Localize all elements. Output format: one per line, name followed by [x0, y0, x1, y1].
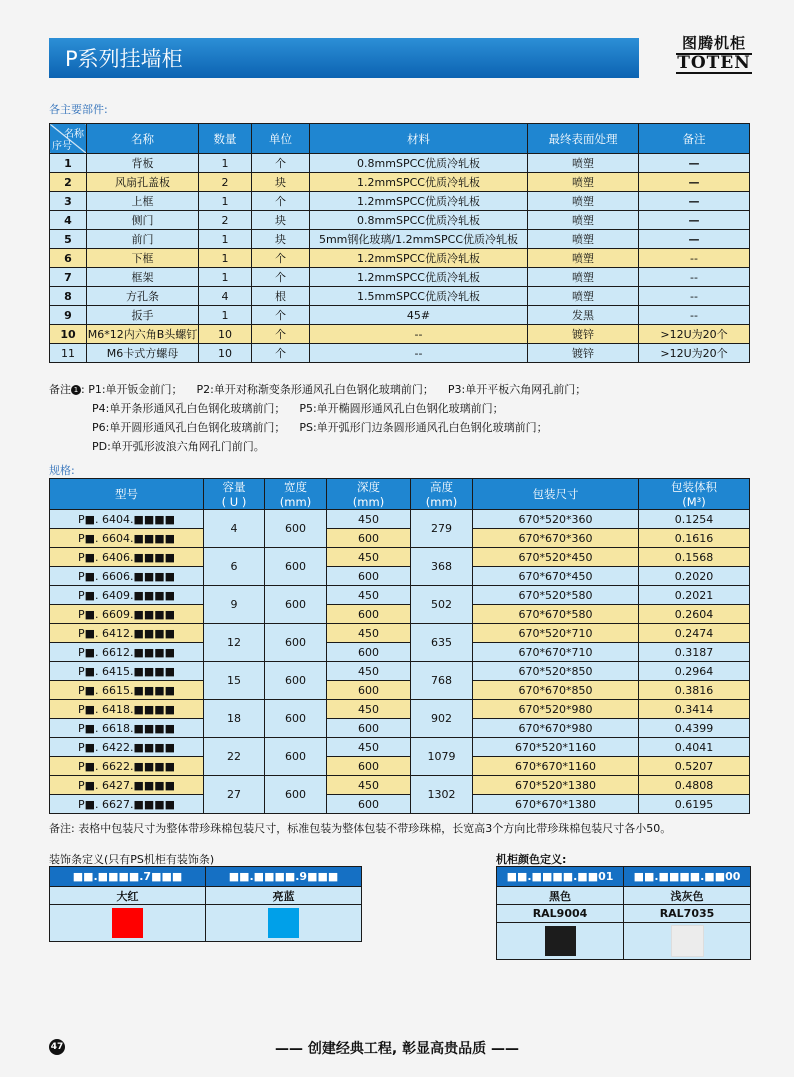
frame-code-black: ■■.■■■■.■■01 — [497, 867, 624, 887]
spec-cell-pack: 670*670*1160 — [473, 757, 639, 776]
decor-code-red: ■■.■■■■.7■■■ — [50, 867, 206, 887]
spec-row — [50, 738, 750, 757]
parts-cell-remark: — — [639, 154, 750, 173]
spec-cell-cap: 12 — [204, 624, 265, 662]
spec-cell-pack: 670*520*580 — [473, 586, 639, 605]
parts-cell-material: 1.2mmSPCC优质冷轧板 — [310, 173, 528, 192]
spec-cell-pack: 670*520*1380 — [473, 776, 639, 795]
spec-cell-model: P■. 6627.■■■■ — [50, 795, 204, 814]
toten-logo — [676, 36, 752, 74]
spec-cell-width: 600 — [265, 776, 327, 814]
note-p6: P6:单开圆形通风孔白色钢化玻璃前门； — [92, 421, 286, 434]
note-p5: P5:单开椭圆形通风孔白色钢化玻璃前门； — [299, 402, 504, 415]
spec-cell-depth: 450 — [327, 776, 411, 795]
col-name-header: 名称 — [87, 124, 199, 154]
spec-cell-width: 600 — [265, 548, 327, 586]
frame-color-title: 机柜颜色定义: — [496, 853, 567, 866]
frame-color-table — [496, 866, 751, 960]
spec-cell-width: 600 — [265, 700, 327, 738]
spec-cell-vol: 0.3414 — [639, 700, 750, 719]
spec-cell-width: 600 — [265, 738, 327, 776]
spec-cell-vol: 0.2964 — [639, 662, 750, 681]
col-cap-header — [204, 479, 265, 510]
spec-cell-vol: 0.6195 — [639, 795, 750, 814]
spec-cell-vol: 0.5207 — [639, 757, 750, 776]
parts-cell-unit: 块 — [252, 173, 310, 192]
parts-cell-unit: 块 — [252, 230, 310, 249]
spec-cell-depth: 450 — [327, 624, 411, 643]
parts-cell-name: 风扇孔盖板 — [87, 173, 199, 192]
parts-cell-remark: — — [639, 211, 750, 230]
spec-row — [50, 624, 750, 643]
decor-name-blue: 亮蓝 — [206, 887, 362, 905]
frame-swatch-black-cell — [497, 923, 624, 960]
spec-cell-pack: 670*520*360 — [473, 510, 639, 529]
parts-cell-no: 1 — [50, 154, 87, 173]
parts-cell-unit: 个 — [252, 268, 310, 287]
parts-cell-remark: — — [639, 192, 750, 211]
spec-cell-cap: 18 — [204, 700, 265, 738]
width-label: 宽度 — [284, 480, 307, 494]
spec-cell-pack: 670*520*710 — [473, 624, 639, 643]
frame-name-grey: 浅灰色 — [624, 887, 751, 905]
parts-cell-no: 10 — [50, 325, 87, 344]
frame-code-grey: ■■.■■■■.■■00 — [624, 867, 751, 887]
col-remark-header: 备注 — [639, 124, 750, 154]
parts-cell-material: -- — [310, 344, 528, 363]
frame-name-black: 黑色 — [497, 887, 624, 905]
spec-row — [50, 605, 750, 624]
parts-cell-qty: 2 — [199, 173, 252, 192]
front-door-notes: 备注 1 : P1:单开钣金前门； P2:单开对称渐变条形通风孔白色钢化玻璃前门； P3:单开平板六角网孔前门； P4:单开条形通风孔白色钢化玻璃前门； P5:单开椭圆形通风孔白色钢化玻璃前门； P6:单开圆形通风孔白色钢化玻璃前门； PS:单开弧形门边条圆形通风孔白色钢化玻璃前门； PD:单开弧形波浪六角网孔门前门。 — [49, 383, 587, 453]
depth-unit: (mm) — [352, 495, 385, 509]
spec-cell-model: P■. 6427.■■■■ — [50, 776, 204, 795]
parts-cell-qty: 10 — [199, 344, 252, 363]
parts-cell-no: 2 — [50, 173, 87, 192]
parts-cell-unit: 块 — [252, 211, 310, 230]
vol-label: 包装体积 — [671, 480, 717, 494]
note-marker: 1 — [71, 385, 81, 395]
parts-cell-finish: 喷塑 — [528, 249, 639, 268]
spec-row — [50, 567, 750, 586]
spec-cell-depth: 450 — [327, 548, 411, 567]
spec-cell-pack: 670*670*980 — [473, 719, 639, 738]
spec-cell-height: 502 — [411, 586, 473, 624]
parts-cell-unit: 个 — [252, 192, 310, 211]
spec-cell-pack: 670*670*850 — [473, 681, 639, 700]
parts-cell-name: 扳手 — [87, 306, 199, 325]
parts-cell-no: 8 — [50, 287, 87, 306]
spec-cell-width: 600 — [265, 624, 327, 662]
parts-cell-unit: 根 — [252, 287, 310, 306]
spec-cell-depth: 450 — [327, 510, 411, 529]
spec-cell-height: 279 — [411, 510, 473, 548]
corner-name-label: 名称 — [64, 129, 84, 140]
spec-row — [50, 529, 750, 548]
spec-row — [50, 586, 750, 605]
col-material-header: 材料 — [310, 124, 528, 154]
parts-cell-no: 4 — [50, 211, 87, 230]
parts-cell-name: 方孔条 — [87, 287, 199, 306]
spec-cell-model: P■. 6418.■■■■ — [50, 700, 204, 719]
spec-cell-vol: 0.4399 — [639, 719, 750, 738]
col-height-header — [411, 479, 473, 510]
frame-ral-grey: RAL7035 — [624, 905, 751, 923]
spec-cell-depth: 450 — [327, 700, 411, 719]
parts-cell-qty: 1 — [199, 192, 252, 211]
parts-cell-qty: 2 — [199, 211, 252, 230]
spec-row — [50, 795, 750, 814]
spec-cell-pack: 670*670*360 — [473, 529, 639, 548]
decor-swatch-red-cell — [50, 905, 206, 942]
spec-cell-model: P■. 6415.■■■■ — [50, 662, 204, 681]
parts-row — [50, 154, 750, 173]
parts-cell-material: 5mm钢化玻璃/1.2mmSPCC优质冷轧板 — [310, 230, 528, 249]
parts-cell-name: 框架 — [87, 268, 199, 287]
parts-cell-qty: 1 — [199, 306, 252, 325]
parts-cell-material: -- — [310, 325, 528, 344]
spec-cell-model: P■. 6612.■■■■ — [50, 643, 204, 662]
spec-cell-cap: 6 — [204, 548, 265, 586]
spec-cell-pack: 670*520*980 — [473, 700, 639, 719]
depth-label: 深度 — [357, 480, 380, 494]
parts-cell-name: 背板 — [87, 154, 199, 173]
parts-cell-remark: -- — [639, 249, 750, 268]
spec-cell-vol: 0.1254 — [639, 510, 750, 529]
spec-cell-depth: 450 — [327, 586, 411, 605]
spec-cell-model: P■. 6618.■■■■ — [50, 719, 204, 738]
spec-cell-vol: 0.3187 — [639, 643, 750, 662]
spec-cell-pack: 670*520*450 — [473, 548, 639, 567]
parts-cell-qty: 1 — [199, 154, 252, 173]
parts-cell-finish: 喷塑 — [528, 211, 639, 230]
parts-cell-remark: — — [639, 230, 750, 249]
parts-row — [50, 211, 750, 230]
col-width-header — [265, 479, 327, 510]
col-finish-header: 最终表面处理 — [528, 124, 639, 154]
spec-row — [50, 510, 750, 529]
parts-cell-no: 3 — [50, 192, 87, 211]
spec-row — [50, 757, 750, 776]
decor-swatch-blue-cell — [206, 905, 362, 942]
vol-unit: (M³) — [682, 495, 706, 509]
parts-cell-name: 上框 — [87, 192, 199, 211]
spec-cell-depth: 600 — [327, 719, 411, 738]
parts-cell-qty: 10 — [199, 325, 252, 344]
spec-cell-width: 600 — [265, 586, 327, 624]
spec-cell-model: P■. 6606.■■■■ — [50, 567, 204, 586]
spec-cell-depth: 600 — [327, 795, 411, 814]
spec-row — [50, 662, 750, 681]
parts-cell-qty: 1 — [199, 268, 252, 287]
parts-row — [50, 287, 750, 306]
col-vol-header — [639, 479, 750, 510]
parts-cell-remark: >12U为20个 — [639, 344, 750, 363]
parts-cell-finish: 发黑 — [528, 306, 639, 325]
spec-cell-depth: 450 — [327, 738, 411, 757]
spec-cell-pack: 670*670*580 — [473, 605, 639, 624]
spec-row — [50, 719, 750, 738]
spec-cell-depth: 600 — [327, 681, 411, 700]
slogan: —— 创建经典工程, 彰显高贵品质 —— — [275, 1041, 519, 1057]
spec-cell-vol: 0.1616 — [639, 529, 750, 548]
parts-cell-finish: 喷塑 — [528, 192, 639, 211]
parts-cell-material: 1.2mmSPCC优质冷轧板 — [310, 249, 528, 268]
parts-cell-name: 前门 — [87, 230, 199, 249]
note-p4: P4:单开条形通风孔白色钢化玻璃前门； — [92, 402, 286, 415]
spec-cell-height: 902 — [411, 700, 473, 738]
corner-no-label: 序号 — [52, 141, 72, 152]
spec-row — [50, 548, 750, 567]
spec-cell-height: 1079 — [411, 738, 473, 776]
note-p3: P3:单开平板六角网孔前门； — [447, 383, 587, 396]
parts-cell-qty: 1 — [199, 230, 252, 249]
spec-row — [50, 681, 750, 700]
frame-swatch-grey-cell — [624, 923, 751, 960]
spec-cell-pack: 670*520*1160 — [473, 738, 639, 757]
parts-row — [50, 306, 750, 325]
parts-section-label: 各主要部件: — [49, 103, 108, 116]
col-depth-header — [327, 479, 411, 510]
parts-cell-unit: 个 — [252, 344, 310, 363]
decor-table — [49, 866, 362, 942]
notes-label: 备注 — [49, 383, 71, 396]
cap-unit: ( U ) — [221, 495, 247, 509]
spec-cell-model: P■. 6615.■■■■ — [50, 681, 204, 700]
spec-cell-model: P■. 6604.■■■■ — [50, 529, 204, 548]
spec-cell-pack: 670*670*710 — [473, 643, 639, 662]
parts-cell-finish: 镀锌 — [528, 325, 639, 344]
parts-row — [50, 249, 750, 268]
spec-cell-depth: 600 — [327, 643, 411, 662]
parts-cell-remark: -- — [639, 287, 750, 306]
spec-cell-vol: 0.3816 — [639, 681, 750, 700]
spec-cell-model: P■. 6409.■■■■ — [50, 586, 204, 605]
parts-cell-name: 下框 — [87, 249, 199, 268]
parts-cell-finish: 喷塑 — [528, 173, 639, 192]
parts-cell-remark: -- — [639, 306, 750, 325]
spec-row — [50, 700, 750, 719]
parts-cell-no: 6 — [50, 249, 87, 268]
parts-row — [50, 192, 750, 211]
red-swatch — [112, 908, 143, 938]
parts-cell-material: 0.8mmSPCC优质冷轧板 — [310, 154, 528, 173]
parts-row — [50, 325, 750, 344]
page-title: P系列挂墙柜 — [49, 38, 639, 78]
parts-corner-header — [50, 124, 87, 154]
col-qty-header: 数量 — [199, 124, 252, 154]
note-p1: P1:单开钣金前门； — [88, 383, 183, 396]
parts-cell-unit: 个 — [252, 249, 310, 268]
logo-cn: 图腾机柜 — [681, 34, 746, 52]
parts-cell-unit: 个 — [252, 306, 310, 325]
spec-cell-model: P■. 6422.■■■■ — [50, 738, 204, 757]
parts-cell-material: 1.2mmSPCC优质冷轧板 — [310, 192, 528, 211]
parts-cell-finish: 喷塑 — [528, 268, 639, 287]
spec-cell-vol: 0.2474 — [639, 624, 750, 643]
parts-cell-name: M6*12内六角B头螺钉 — [87, 325, 199, 344]
decor-title: 装饰条定义(只有PS机柜有装饰条) — [49, 853, 215, 866]
spec-cell-model: P■. 6406.■■■■ — [50, 548, 204, 567]
width-unit: (mm) — [279, 495, 312, 509]
grey-swatch — [671, 925, 704, 957]
parts-row — [50, 230, 750, 249]
parts-cell-material: 1.5mmSPCC优质冷轧板 — [310, 287, 528, 306]
spec-row — [50, 776, 750, 795]
note-ps: PS:单开弧形门边条圆形通风孔白色钢化玻璃前门； — [299, 421, 548, 434]
spec-cell-model: P■. 6622.■■■■ — [50, 757, 204, 776]
page-number: 47 — [49, 1039, 65, 1055]
black-swatch — [545, 926, 576, 956]
spec-cell-depth: 450 — [327, 662, 411, 681]
parts-cell-qty: 1 — [199, 249, 252, 268]
parts-cell-finish: 喷塑 — [528, 230, 639, 249]
parts-cell-no: 7 — [50, 268, 87, 287]
parts-cell-remark: >12U为20个 — [639, 325, 750, 344]
spec-cell-vol: 0.2020 — [639, 567, 750, 586]
col-pack-header: 包装尺寸 — [473, 479, 639, 510]
note-pd: PD:单开弧形波浪六角网孔门前门。 — [92, 440, 265, 453]
parts-cell-unit: 个 — [252, 154, 310, 173]
spec-footnote: 备注: 表格中包装尺寸为整体带珍珠棉包装尺寸，标准包装为整体包装不带珍珠棉，长宽高3个方向比带珍珠棉包装尺寸各小50。 — [49, 822, 672, 835]
spec-cell-depth: 600 — [327, 757, 411, 776]
spec-cell-width: 600 — [265, 662, 327, 700]
spec-cell-vol: 0.2604 — [639, 605, 750, 624]
spec-cell-depth: 600 — [327, 605, 411, 624]
spec-cell-depth: 600 — [327, 567, 411, 586]
parts-cell-material: 0.8mmSPCC优质冷轧板 — [310, 211, 528, 230]
spec-row — [50, 643, 750, 662]
parts-cell-material: 1.2mmSPCC优质冷轧板 — [310, 268, 528, 287]
spec-cell-vol: 0.4041 — [639, 738, 750, 757]
cap-label: 容量 — [222, 480, 246, 494]
parts-cell-finish: 喷塑 — [528, 154, 639, 173]
spec-cell-cap: 4 — [204, 510, 265, 548]
parts-row — [50, 173, 750, 192]
parts-cell-finish: 喷塑 — [528, 287, 639, 306]
spec-cell-pack: 670*670*450 — [473, 567, 639, 586]
parts-cell-qty: 4 — [199, 287, 252, 306]
parts-cell-finish: 镀锌 — [528, 344, 639, 363]
parts-table — [49, 123, 750, 363]
spec-cell-pack: 670*520*850 — [473, 662, 639, 681]
decor-code-blue: ■■.■■■■.9■■■ — [206, 867, 362, 887]
parts-cell-no: 11 — [50, 344, 87, 363]
parts-cell-remark: -- — [639, 268, 750, 287]
col-unit-header: 单位 — [252, 124, 310, 154]
parts-cell-remark: — — [639, 173, 750, 192]
parts-cell-unit: 个 — [252, 325, 310, 344]
height-label: 高度 — [430, 480, 453, 494]
specs-section-label: 规格: — [49, 464, 75, 477]
blue-swatch — [268, 908, 299, 938]
parts-cell-name: 侧门 — [87, 211, 199, 230]
frame-ral-black: RAL9004 — [497, 905, 624, 923]
logo-en: TOTEN — [677, 53, 751, 73]
spec-cell-height: 768 — [411, 662, 473, 700]
spec-cell-cap: 22 — [204, 738, 265, 776]
col-model-header: 型号 — [50, 479, 204, 510]
spec-cell-height: 1302 — [411, 776, 473, 814]
parts-cell-no: 5 — [50, 230, 87, 249]
spec-cell-height: 368 — [411, 548, 473, 586]
spec-cell-cap: 15 — [204, 662, 265, 700]
decor-name-red: 大红 — [50, 887, 206, 905]
spec-cell-model: P■. 6404.■■■■ — [50, 510, 204, 529]
parts-cell-no: 9 — [50, 306, 87, 325]
parts-row — [50, 268, 750, 287]
spec-cell-depth: 600 — [327, 529, 411, 548]
specs-table — [49, 478, 750, 814]
spec-cell-cap: 27 — [204, 776, 265, 814]
spec-cell-height: 635 — [411, 624, 473, 662]
spec-cell-pack: 670*670*1380 — [473, 795, 639, 814]
spec-cell-model: P■. 6412.■■■■ — [50, 624, 204, 643]
note-p2: P2:单开对称渐变条形通风孔白色钢化玻璃前门； — [196, 383, 434, 396]
parts-row — [50, 344, 750, 363]
parts-cell-material: 45# — [310, 306, 528, 325]
height-unit: (mm) — [425, 495, 458, 509]
parts-cell-name: M6卡式方螺母 — [87, 344, 199, 363]
spec-cell-vol: 0.1568 — [639, 548, 750, 567]
spec-cell-cap: 9 — [204, 586, 265, 624]
spec-cell-model: P■. 6609.■■■■ — [50, 605, 204, 624]
spec-cell-width: 600 — [265, 510, 327, 548]
spec-cell-vol: 0.2021 — [639, 586, 750, 605]
spec-cell-vol: 0.4808 — [639, 776, 750, 795]
